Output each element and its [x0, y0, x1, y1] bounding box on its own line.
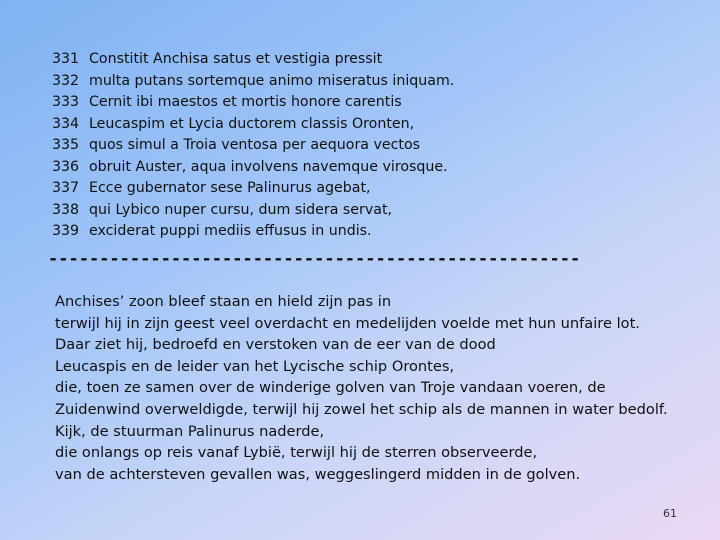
- page-number: 61: [663, 507, 677, 520]
- line-number: 339: [52, 223, 80, 239]
- translation-line: Daar ziet hij, bedroefd en verstoken van de eer van de dood: [55, 336, 496, 354]
- translation-line: terwijl hij in zijn geest veel overdacht en medelijden voelde met hun unfaire lot.: [55, 314, 640, 332]
- line-number: 338: [52, 201, 80, 218]
- line-number: 333: [52, 94, 80, 110]
- latin-line: [52, 135, 454, 157]
- translation-line: Anchises’ zoon bleef staan en hield zijn pas in: [55, 293, 392, 310]
- latin-passage: [52, 49, 454, 243]
- translation-line: van de achtersteven gevallen was, weggeslingerd midden in de golven.: [55, 465, 581, 483]
- translation-line: die, toen ze samen over de winderige golven van Troje vandaan voeren, de: [55, 379, 606, 397]
- latin-line: [52, 157, 454, 179]
- line-number: 336: [52, 158, 80, 175]
- latin-line: [52, 114, 454, 136]
- latin-line: [52, 71, 454, 93]
- latin-verse: multa putans sortemque animo miseratus iniquam.: [89, 72, 455, 89]
- latin-line: [52, 200, 454, 222]
- latin-line: [52, 92, 454, 114]
- latin-verse: Cernit ibi maestos et mortis honore carentis: [89, 94, 402, 110]
- translation-line: Kijk, de stuurman Palinurus naderde,: [55, 422, 325, 440]
- latin-verse: exciderat puppi mediis effusus in undis.: [89, 223, 372, 239]
- latin-line: [52, 221, 454, 243]
- latin-line: [52, 49, 454, 71]
- line-number: 332: [52, 72, 80, 89]
- latin-verse: Ecce gubernator sese Palinurus agebat,: [89, 180, 371, 196]
- latin-verse: quos simul a Troia ventosa per aequora vectos: [89, 137, 421, 153]
- latin-verse: Constitit Anchisa satus et vestigia pressit: [89, 51, 383, 67]
- translation-line: Zuidenwind overweldigde, terwijl hij zowel het schip als de mannen in water bedolf.: [55, 400, 668, 418]
- line-number: 331: [52, 51, 80, 67]
- translation-line: Leucaspis en de leider van het Lycische schip Orontes,: [55, 357, 455, 375]
- dashed-divider: ----------------------------------------------------: [48, 249, 581, 269]
- latin-verse: obruit Auster, aqua involvens navemque virosque.: [89, 158, 448, 175]
- line-number: 335: [52, 137, 80, 153]
- latin-verse: qui Lybico nuper cursu, dum sidera servat,: [89, 201, 393, 218]
- dutch-translation: [55, 291, 668, 485]
- line-number: 337: [52, 180, 80, 196]
- latin-verse: Leucaspim et Lycia ductorem classis Oronten,: [89, 115, 415, 132]
- translation-line: die onlangs op reis vanaf Lybië, terwijl hij de sterren observeerde,: [55, 444, 538, 462]
- latin-line: [52, 178, 454, 200]
- line-number: 334: [52, 115, 80, 132]
